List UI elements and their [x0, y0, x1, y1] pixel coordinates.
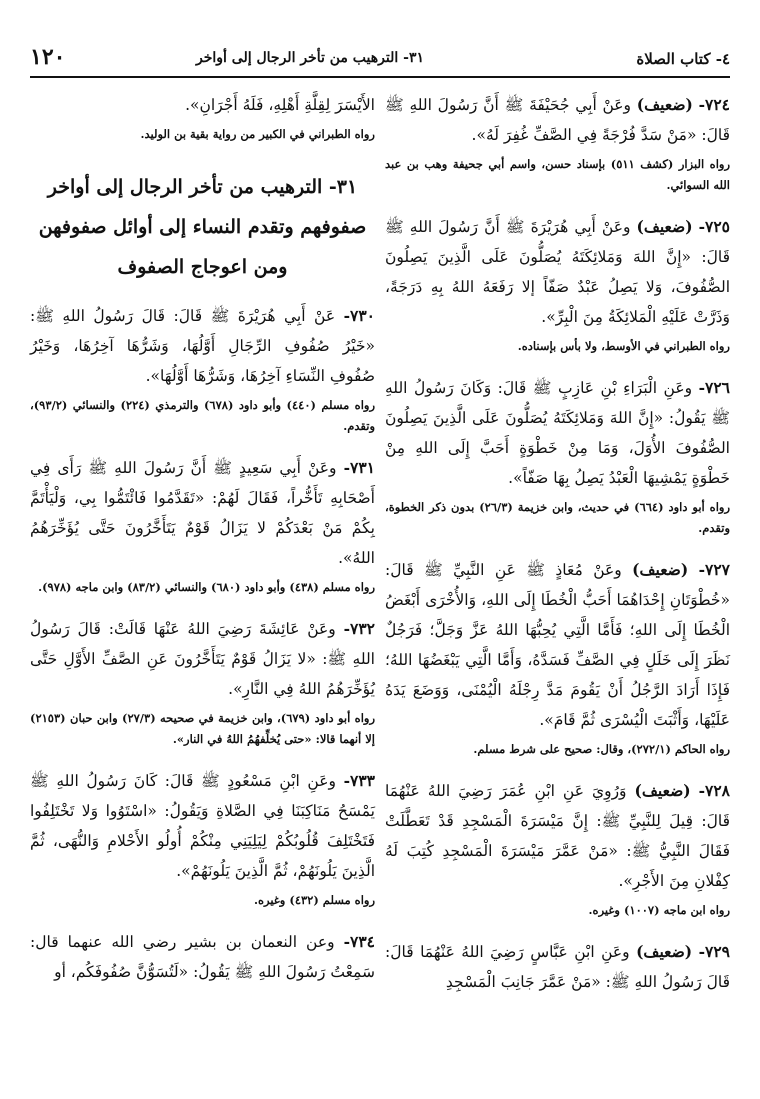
left-column	[30, 90, 375, 991]
hadith-728: ٧٢٨- (ضعيف) وَرُوِيَ عَنِ ابْنِ عُمَرَ رَضِيَ اللهُ عَنْهُمَا قَالَ: قِيلَ لِلنَّبِيِّ ﷺ: إِنَّ مَيْسَرَةَ الْمَسْجِدِ قَدْ تَعَطَّلَتْ فَقَالَ النَّبِيُّ ﷺ: «مَنْ عَمَّرَ مَيْسَرَةَ الْمَسْجِدِ كُتِبَ لَهُ كِفْلانِ مِنَ الأَجْرِ».	[385, 781, 730, 890]
hadith-source: رواه مسلم (٤٤٠) وأبو داود (٦٧٨) والترمذي (٢٢٤) والنسائي (٩٣/٢)، وتقدم.	[30, 398, 376, 433]
hadith-source: رواه أبو داود (٦٦٤) في حديث، وابن خزيمة (٢٦/٣) بدون ذكر الخطوة، وتقدم.	[385, 500, 730, 535]
chapter-title: ٤- كتاب الصلاة	[636, 50, 730, 68]
hadith-source: رواه مسلم (٤٣٨) وأبو داود (٦٨٠) والنسائي (٨٣/٢) وابن ماجه (٩٧٨).	[38, 580, 375, 594]
chapter-heading: ٣١- الترهيب من تأخر الرجال إلى أواخر صفوفهم وتقدم النساء إلى أوائل صفوفهن ومن اعوجاج الصفوف	[38, 176, 367, 278]
hadith-729: ٧٢٩- (ضعيف) وعَنِ ابْنِ عَبَّاسٍ رَضِيَ اللهُ عَنْهُمَا قَالَ: قَالَ رَسُولُ اللهِ ﷺ: «مَنْ عَمَّرَ جَانِبَ الْمَسْجِدِ	[385, 942, 730, 991]
page-number: ١٢٠	[30, 44, 66, 70]
hadith-continuation: الأَيْسَرَ لِقِلَّةِ أَهْلِهِ، فَلَهُ أَجْرَانِ».	[185, 96, 375, 114]
hadith-source: رواه مسلم (٤٣٢) وغيره.	[253, 893, 375, 907]
hadith-source: رواه أبو داود (٦٧٩)، وابن خزيمة في صحيحه (٢٧/٣) وابن حبان (٢١٥٣) إلا أنهما قالا: «حتى يُخلِّفهُمُ اللهُ في النار».	[30, 711, 376, 746]
hadith-731: ٧٣١- وعَنْ أَبِي سَعِيدٍ ﷺ أَنَّ رَسُولَ اللهِ ﷺ رَأَى فِي أَصْحَابِهِ تَأَخُّراً، فَقَالَ لَهُمْ: «تَقَدَّمُوا فَائْتَمُّوا بِي، وَلْيَأْتَمَّ بِكُمْ مَنْ بَعْدَكُمْ لا يَزَالُ قَوْمٌ يَتَأَخَّرُونَ حَتَّى يُؤَخِّرَهُمُ اللهُ».	[30, 458, 375, 567]
hadith-730: ٧٣٠- عَنْ أَبِي هُرَيْرَةَ ﷺ قَالَ: قَالَ رَسُولُ اللهِ ﷺ: «خَيْرُ صُفُوفِ الرِّجَالِ أَوَّلُهَا، وَشَرُّهَا آخِرُهَا، وَخَيْرُ صُفُوفِ النِّسَاءِ آخِرُهَا، وَشَرُّهَا أَوَّلُهَا».	[30, 306, 376, 385]
hadith-733: ٧٣٣- وعَنِ ابْنِ مَسْعُودٍ ﷺ قَالَ: كَانَ رَسُولُ اللهِ ﷺ يَمْسَحُ مَنَاكِبَنَا فِي الصَّلاةِ وَيَقُولُ: «اسْتَوُوا وَلا تَخْتَلِفُوا فَتَخْتَلِفَ قُلُوبُكُمْ لِيَلِيَنِي مِنْكُمْ أُولُو الأَحْلامِ وَالنُّهَى، ثُمَّ الَّذِينَ يَلُونَهُمْ، ثُمَّ الَّذِينَ يَلُونَهُمْ».	[30, 771, 375, 880]
hadith-732: ٧٣٢- وعَنْ عَائِشَةَ رَضِيَ اللهُ عَنْهَا قَالَتْ: قَالَ رَسُولُ اللهِ ﷺ: «لا يَزَالُ قَوْمٌ يَتَأَخَّرُونَ عَنِ الصَّفِّ الأَوَّلِ حَتَّى يُؤَخِّرَهُمُ اللهُ فِي النَّارِ».	[30, 619, 375, 698]
hadith-source: رواه ابن ماجه (١٠٠٧) وغيره.	[588, 903, 730, 917]
hadith-727: ٧٢٧- (ضعيف) وعَنْ مُعَاذٍ ﷺ عَنِ النَّبِيِّ ﷺ قَالَ: «خُطْوَتَانِ إِحْدَاهُمَا أَحَبُّ الْخُطَا إِلَى اللهِ، وَالأُخْرَى أَبْغَضُ الْخُطَا إِلَى اللهِ؛ فَأَمَّا الَّتِي يُحِبُّهَا اللهُ عَزَّ وَجَلَّ؛ فَرَجُلٌ نَظَرَ إِلَى خَلَلٍ فِي الصَّفِّ فَسَدَّهُ، وَأَمَّا الَّتِي يَبْغَضُهَا اللهُ؛ فَإِذَا أَرَادَ الرَّجُلُ أَنْ يَقُومَ مَدَّ رِجْلَهُ الْيُمْنَى، وَوَضَعَ يَدَهُ عَلَيْهَا، وَأَثْبَتَ الْيُسْرَى ثُمَّ قَامَ».	[385, 560, 730, 729]
hadith-724: ٧٢٤- (ضعيف) وعَنْ أَبِي جُحَيْفَةَ ﷺ أَنَّ رَسُولَ اللهِ ﷺ قَالَ: «مَنْ سَدَّ فُرْجَةً فِي الصَّفِّ غُفِرَ لَهُ».	[385, 95, 730, 144]
hadith-source: رواه البزار (كشف ٥١١) بإسناد حسن، واسم أبي جحيفة وهب بن عبد الله السوائي.	[385, 157, 730, 192]
hadith-source: رواه الطبراني في الكبير من رواية بقية بن الوليد.	[140, 127, 375, 141]
hadith-source: رواه الحاكم (٢٧٢/١)، وقال: صحيح على شرط مسلم.	[473, 742, 730, 756]
right-column	[385, 90, 730, 1001]
hadith-source: رواه الطبراني في الأوسط، ولا بأس بإسناده.	[517, 339, 730, 353]
page-header	[30, 38, 730, 78]
section-title: ٣١- الترهيب من تأخر الرجال إلى أواخر	[196, 50, 424, 66]
hadith-725: ٧٢٥- (ضعيف) وعَنْ أَبِي هُرَيْرَةَ ﷺ أَنَّ رَسُولَ اللهِ ﷺ قَالَ: «إِنَّ اللهَ وَمَلائِكَتَهُ يُصَلُّونَ عَلَى الَّذِينَ يَصِلُونَ الصُّفُوفَ، وَلا يَصِلُ عَبْدٌ صَفّاً إلا رَفَعَهُ اللهُ بِهِ دَرَجَةً، وَذَرَّتْ عَلَيْهِ الْمَلائِكَةُ مِنَ الْبِرِّ».	[385, 217, 730, 326]
hadith-726: ٧٢٦- وعَنِ الْبَرَاءِ بْنِ عَازِبٍ ﷺ قَالَ: وَكَانَ رَسُولُ اللهِ ﷺ يَقُولُ: «إِنَّ اللهَ وَمَلائِكَتَهُ يُصَلُّونَ عَلَى الَّذِينَ يَصِلُونَ الصُّفُوفَ الأُوَلَ، وَمَا مِنْ خَطْوَةٍ أَحَبَّ إِلَى اللهِ مِنْ خَطْوَةٍ يَمْشِيهَا الْعَبْدُ يَصِلُ بِهَا صَفّاً».	[385, 378, 730, 487]
header-rule	[30, 76, 730, 78]
hadith-734: ٧٣٤- وعن النعمان بن بشير رضي الله عنهما قال: سَمِعْتُ رَسُولَ اللهِ ﷺ يَقُولُ: «لَتُسَوُّنَّ صُفُوفَكُم، أو	[30, 932, 375, 981]
